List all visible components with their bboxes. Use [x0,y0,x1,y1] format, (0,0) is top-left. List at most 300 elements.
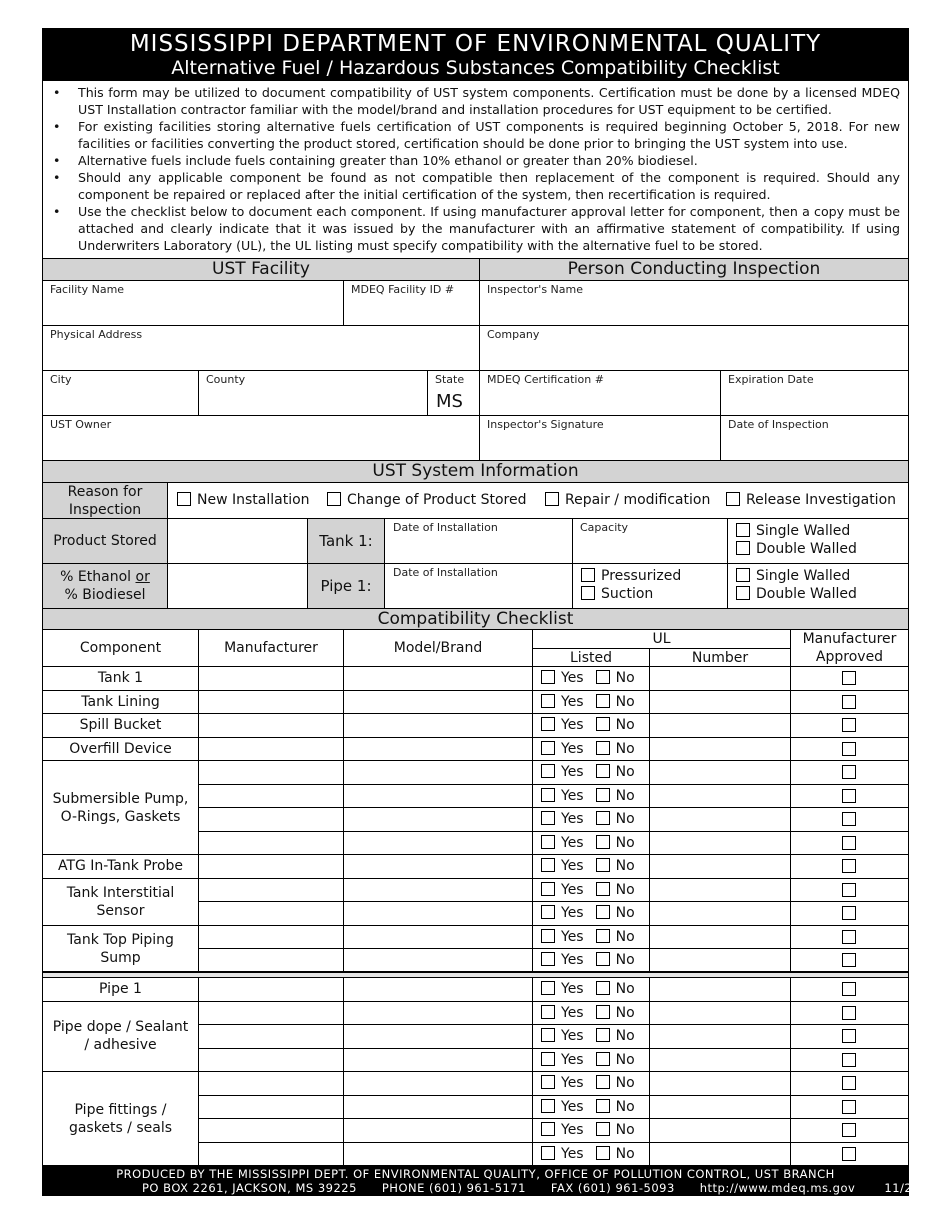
owner-field[interactable] [43,416,480,461]
signature-field[interactable] [480,416,721,461]
system-heading: UST System Information [43,460,908,483]
state-field [428,371,480,416]
ul-listed-options [541,1099,635,1115]
no-checkbox[interactable] [596,811,610,825]
model-field[interactable] [344,714,533,738]
ul-listed-options [541,929,635,945]
no-label: No [615,693,635,710]
no-checkbox[interactable] [596,788,610,802]
yes-checkbox[interactable] [541,694,555,708]
yes-checkbox[interactable] [541,1122,555,1136]
facility-name-field[interactable] [43,281,344,326]
col-manufacturer: Manufacturer [199,630,344,667]
yes-checkbox[interactable] [541,1028,555,1042]
ul-number-field[interactable] [650,879,791,903]
pipe-single-walled[interactable]: Single Walled [736,568,850,584]
ul-number-field[interactable] [650,926,791,950]
manufacturer-field[interactable] [199,761,344,785]
expiration-field[interactable] [721,371,908,416]
component-name: ATG In-Tank Probe [43,855,199,879]
capacity-field[interactable] [573,519,728,564]
yes-checkbox[interactable] [541,1005,555,1019]
ul-number-field[interactable] [650,1096,791,1120]
city-field[interactable] [43,371,199,416]
no-label: No [615,670,635,686]
no-checkbox[interactable] [596,1005,610,1019]
manufacturer-field[interactable] [199,1049,344,1073]
component-name: Tank 1 [43,667,199,691]
ul-listed-options [541,882,635,898]
footer-contact [142,1181,936,1195]
no-checkbox[interactable] [596,905,610,919]
company-field[interactable] [480,326,908,371]
ethanol-label [43,564,168,609]
manufacturer-field[interactable] [199,714,344,738]
no-checkbox[interactable] [596,741,610,755]
facility-id-label: MDEQ Facility ID # [351,283,455,296]
yes-label: Yes [561,1004,584,1021]
ul-number-field[interactable] [650,902,791,926]
col-model: Model/Brand [344,630,533,667]
ul-listed-options [541,1052,635,1068]
pipe-wall-options [728,564,908,609]
ul-listed-options [541,905,635,921]
instruction-item: • For existing facilities storing alternative fuels certification of UST components is required beginning October 5, 2018. For new facilities or facilities converting the product stored, certification should be done prior to bringing the UST system into use. [51,118,900,152]
ul-number-field[interactable] [650,1002,791,1026]
county-label: County [206,373,246,386]
checkbox[interactable] [545,492,559,506]
pipe-label: Pipe 1: [308,564,385,609]
model-field[interactable] [344,667,533,691]
ul-listed-cell [533,1025,650,1049]
approved-cell [791,714,908,738]
approved-cell [791,1002,908,1026]
approved-checkbox[interactable] [842,1006,856,1020]
inspector-heading: Person Conducting Inspection [480,258,908,281]
checkbox[interactable] [736,568,750,582]
no-label: No [615,1028,635,1044]
manufacturer-field[interactable] [199,808,344,832]
model-field[interactable] [344,978,533,1002]
reason-release-investigation[interactable]: Release Investigation [726,492,896,508]
manufacturer-field[interactable] [199,1119,344,1143]
yes-checkbox[interactable] [541,1099,555,1113]
reason-new-installation[interactable]: New Installation [177,492,310,508]
col-approved: Manufacturer Approved [791,630,908,667]
ul-number-field[interactable] [650,1143,791,1167]
biodiesel-text: % Biodiesel [64,587,146,603]
yes-label: Yes [561,670,584,686]
ul-listed-cell [533,902,650,926]
approved-checkbox[interactable] [842,1123,856,1137]
model-field[interactable] [344,855,533,879]
checkbox[interactable] [327,492,341,506]
model-field[interactable] [344,738,533,762]
component-name: Tank Interstitial Sensor [43,879,199,926]
pipe-suction[interactable]: Suction [581,586,653,602]
manufacturer-field[interactable] [199,855,344,879]
yes-checkbox[interactable] [541,764,555,778]
ul-listed-cell [533,879,650,903]
yes-label: Yes [561,881,584,898]
no-checkbox[interactable] [596,858,610,872]
ul-listed-cell [533,949,650,973]
model-field[interactable] [344,879,533,903]
manufacturer-field[interactable] [199,667,344,691]
approved-cell [791,738,908,762]
yes-label: Yes [561,811,584,827]
no-checkbox[interactable] [596,717,610,731]
no-label: No [615,811,635,827]
ul-listed-cell [533,1096,650,1120]
yes-label: Yes [561,787,584,804]
certification-label: MDEQ Certification # [487,373,604,386]
yes-label: Yes [561,1051,584,1068]
county-field[interactable] [199,371,428,416]
yes-label: Yes [561,858,584,874]
model-field[interactable] [344,761,533,785]
tank-install-date-field[interactable] [385,519,573,564]
model-field[interactable] [344,808,533,832]
ul-listed-cell [533,667,650,691]
no-label: No [615,1051,635,1068]
approved-checkbox[interactable] [842,789,856,803]
model-field[interactable] [344,1049,533,1073]
yes-checkbox[interactable] [541,811,555,825]
model-field[interactable] [344,1096,533,1120]
state-label: State [435,373,465,386]
yes-label: Yes [561,740,584,757]
approved-cell [791,761,908,785]
footer-fax: FAX (601) 961-5093 [550,1181,675,1195]
checkbox[interactable] [736,523,750,537]
yes-checkbox[interactable] [541,905,555,919]
approved-checkbox[interactable] [842,1029,856,1043]
approved-cell [791,691,908,715]
product-field[interactable] [168,519,308,564]
model-field[interactable] [344,1072,533,1096]
no-label: No [615,764,635,780]
model-field[interactable] [344,902,533,926]
tank-label: Tank 1: [308,519,385,564]
ul-listed-options [541,1075,635,1091]
reason-change-product[interactable]: Change of Product Stored [327,492,527,508]
manufacturer-field[interactable] [199,978,344,1002]
approved-cell [791,1025,908,1049]
manufacturer-field[interactable] [199,691,344,715]
ethanol-field[interactable] [168,564,308,609]
no-label: No [615,981,635,997]
component-name: Pipe dope / Sealant / adhesive [43,1002,199,1073]
inspector-name-field[interactable] [480,281,908,326]
no-label: No [615,1098,635,1115]
product-label: Product Stored [43,519,168,564]
ul-listed-cell [533,1002,650,1026]
ul-number-field[interactable] [650,949,791,973]
state-value: MS [436,391,463,412]
address-field[interactable] [43,326,480,371]
yes-checkbox[interactable] [541,788,555,802]
approved-checkbox[interactable] [842,953,856,967]
component-name: Tank Lining [43,691,199,715]
ul-number-field[interactable] [650,1072,791,1096]
tank-wall-options [728,519,908,564]
yes-label: Yes [561,1098,584,1115]
ul-listed-options [541,811,635,827]
manufacturer-field[interactable] [199,1143,344,1167]
ul-listed-cell [533,926,650,950]
ul-number-field[interactable] [650,1119,791,1143]
yes-checkbox[interactable] [541,835,555,849]
pipe-double-walled[interactable]: Double Walled [736,586,857,602]
approved-checkbox[interactable] [842,812,856,826]
model-field[interactable] [344,1025,533,1049]
no-checkbox[interactable] [596,952,610,966]
certification-field[interactable] [480,371,721,416]
inspection-date-field[interactable] [721,416,908,461]
model-field[interactable] [344,691,533,715]
checklist-heading: Compatibility Checklist [43,608,908,630]
pipe-install-date-field[interactable] [385,564,573,609]
no-checkbox[interactable] [596,1028,610,1042]
ul-number-field[interactable] [650,738,791,762]
model-field[interactable] [344,1119,533,1143]
approved-checkbox[interactable] [842,1147,856,1161]
model-field[interactable] [344,785,533,809]
approved-cell [791,1119,908,1143]
yes-checkbox[interactable] [541,1146,555,1160]
ul-listed-options [541,670,635,686]
approved-checkbox[interactable] [842,1053,856,1067]
form-header [43,29,908,81]
yes-checkbox[interactable] [541,981,555,995]
manufacturer-field[interactable] [199,949,344,973]
approved-checkbox[interactable] [842,765,856,779]
ul-listed-options [541,764,635,780]
approved-checkbox[interactable] [842,883,856,897]
no-label: No [615,858,635,874]
approved-checkbox[interactable] [842,742,856,756]
yes-label: Yes [561,952,584,968]
ul-number-field[interactable] [650,855,791,879]
approved-checkbox[interactable] [842,859,856,873]
model-field[interactable] [344,926,533,950]
manufacturer-field[interactable] [199,902,344,926]
ul-listed-cell [533,691,650,715]
form-subtitle: Alternative Fuel / Hazardous Substances Compatibility Checklist [171,57,780,79]
no-checkbox[interactable] [596,1099,610,1113]
col-number: Number [650,649,791,667]
checkbox[interactable] [726,492,740,506]
yes-checkbox[interactable] [541,670,555,684]
tank-single-walled[interactable]: Single Walled [736,523,850,539]
instruction-item: • This form may be utilized to document compatibility of UST system components. Certification must be done by a licensed MDEQ UST Installation contractor familiar with the model/brand and installation procedures for UST equipment to be certified. [51,84,900,118]
reason-label: Reason for Inspection [43,483,168,519]
approved-checkbox[interactable] [842,695,856,709]
no-label: No [615,1145,635,1162]
reason-options [168,483,908,519]
approved-cell [791,879,908,903]
manufacturer-field[interactable] [199,1002,344,1026]
yes-checkbox[interactable] [541,929,555,943]
yes-checkbox[interactable] [541,1075,555,1089]
ul-listed-cell [533,714,650,738]
component-name: Spill Bucket [43,714,199,738]
address-label: Physical Address [50,328,143,341]
capacity-label: Capacity [580,521,629,534]
ul-number-field[interactable] [650,714,791,738]
no-label: No [615,740,635,757]
no-checkbox[interactable] [596,1146,610,1160]
no-checkbox[interactable] [596,981,610,995]
yes-checkbox[interactable] [541,952,555,966]
inspector-name-label: Inspector's Name [487,283,584,296]
approved-checkbox[interactable] [842,930,856,944]
approved-checkbox[interactable] [842,906,856,920]
ul-listed-options [541,741,635,757]
model-field[interactable] [344,1002,533,1026]
ul-number-field[interactable] [650,832,791,856]
instruction-item: • Alternative fuels include fuels containing greater than 10% ethanol or greater than 20% biodiesel. [51,152,900,169]
pipe-pressurized[interactable]: Pressurized [581,568,681,584]
no-label: No [615,834,635,851]
signature-label: Inspector's Signature [487,418,604,431]
approved-cell [791,855,908,879]
yes-checkbox[interactable] [541,717,555,731]
ul-number-field[interactable] [650,1025,791,1049]
manufacturer-field[interactable] [199,785,344,809]
yes-label: Yes [561,717,584,733]
approved-cell [791,667,908,691]
yes-label: Yes [561,1075,584,1091]
component-name: Tank Top Piping Sump [43,926,199,973]
approved-cell [791,808,908,832]
manufacturer-field[interactable] [199,1025,344,1049]
ul-listed-options [541,952,635,968]
yes-checkbox[interactable] [541,882,555,896]
approved-checkbox[interactable] [842,671,856,685]
no-label: No [615,717,635,733]
facility-id-field[interactable] [344,281,480,326]
component-name: Overfill Device [43,738,199,762]
tank-double-walled[interactable]: Double Walled [736,541,857,557]
yes-checkbox[interactable] [541,858,555,872]
ul-listed-cell [533,738,650,762]
no-label: No [615,952,635,968]
no-checkbox[interactable] [596,882,610,896]
footer-url[interactable]: http://www.mdeq.ms.gov [699,1181,856,1195]
checkbox[interactable] [581,586,595,600]
no-label: No [615,1004,635,1021]
inspection-date-label: Date of Inspection [728,418,829,431]
ul-number-field[interactable] [650,1049,791,1073]
approved-cell [791,785,908,809]
approved-cell [791,949,908,973]
ul-number-field[interactable] [650,691,791,715]
pipe-install-date-label: Date of Installation [393,566,498,579]
footer-phone: PHONE (601) 961-5171 [381,1181,526,1195]
no-checkbox[interactable] [596,1122,610,1136]
manufacturer-field[interactable] [199,926,344,950]
ul-number-field[interactable] [650,761,791,785]
no-checkbox[interactable] [596,1075,610,1089]
pipe-type-options [573,564,728,609]
yes-checkbox[interactable] [541,1052,555,1066]
yes-label: Yes [561,905,584,921]
no-checkbox[interactable] [596,929,610,943]
approved-checkbox[interactable] [842,718,856,732]
component-name: Pipe fittings / gaskets / seals [43,1072,199,1166]
yes-label: Yes [561,981,584,997]
yes-label: Yes [561,764,584,780]
checkbox[interactable] [736,586,750,600]
manufacturer-field[interactable] [199,879,344,903]
checkbox[interactable] [177,492,191,506]
ethanol-text: % Ethanol [60,569,132,585]
ul-listed-cell [533,855,650,879]
manufacturer-field[interactable] [199,1072,344,1096]
no-checkbox[interactable] [596,764,610,778]
ul-listed-options [541,1122,635,1138]
yes-label: Yes [561,1028,584,1044]
col-ul: UL [533,630,791,649]
no-checkbox[interactable] [596,1052,610,1066]
approved-checkbox[interactable] [842,982,856,996]
ul-number-field[interactable] [650,808,791,832]
ul-listed-options [541,858,635,874]
model-field[interactable] [344,949,533,973]
no-checkbox[interactable] [596,835,610,849]
facility-name-label: Facility Name [50,283,125,296]
manufacturer-field[interactable] [199,832,344,856]
model-field[interactable] [344,1143,533,1167]
manufacturer-field[interactable] [199,1096,344,1120]
instruction-item: • Should any applicable component be found as not compatible then replacement of the component is required. Should any component be repaired or replaced after the initial certification of the system, then recertification is required. [51,169,900,203]
ul-listed-cell [533,761,650,785]
approved-cell [791,902,908,926]
checkbox[interactable] [736,541,750,555]
yes-label: Yes [561,1145,584,1162]
no-label: No [615,1075,635,1091]
col-listed: Listed [533,649,650,667]
or-text: or [135,569,150,585]
approved-checkbox[interactable] [842,836,856,850]
ul-number-field[interactable] [650,667,791,691]
no-checkbox[interactable] [596,670,610,684]
no-checkbox[interactable] [596,694,610,708]
approved-checkbox[interactable] [842,1076,856,1090]
approved-cell [791,978,908,1002]
ul-listed-options [541,981,635,997]
tank-install-date-label: Date of Installation [393,521,498,534]
manufacturer-field[interactable] [199,738,344,762]
yes-label: Yes [561,928,584,945]
ul-listed-options [541,717,635,733]
reason-repair[interactable]: Repair / modification [545,492,710,508]
ul-listed-cell [533,1072,650,1096]
yes-checkbox[interactable] [541,741,555,755]
col-component: Component [43,630,199,667]
approved-checkbox[interactable] [842,1100,856,1114]
ul-listed-options [541,788,635,804]
ul-listed-options [541,694,635,710]
ul-number-field[interactable] [650,785,791,809]
checkbox[interactable] [581,568,595,582]
model-field[interactable] [344,832,533,856]
ul-listed-cell [533,1143,650,1167]
owner-label: UST Owner [50,418,112,431]
ul-number-field[interactable] [650,978,791,1002]
